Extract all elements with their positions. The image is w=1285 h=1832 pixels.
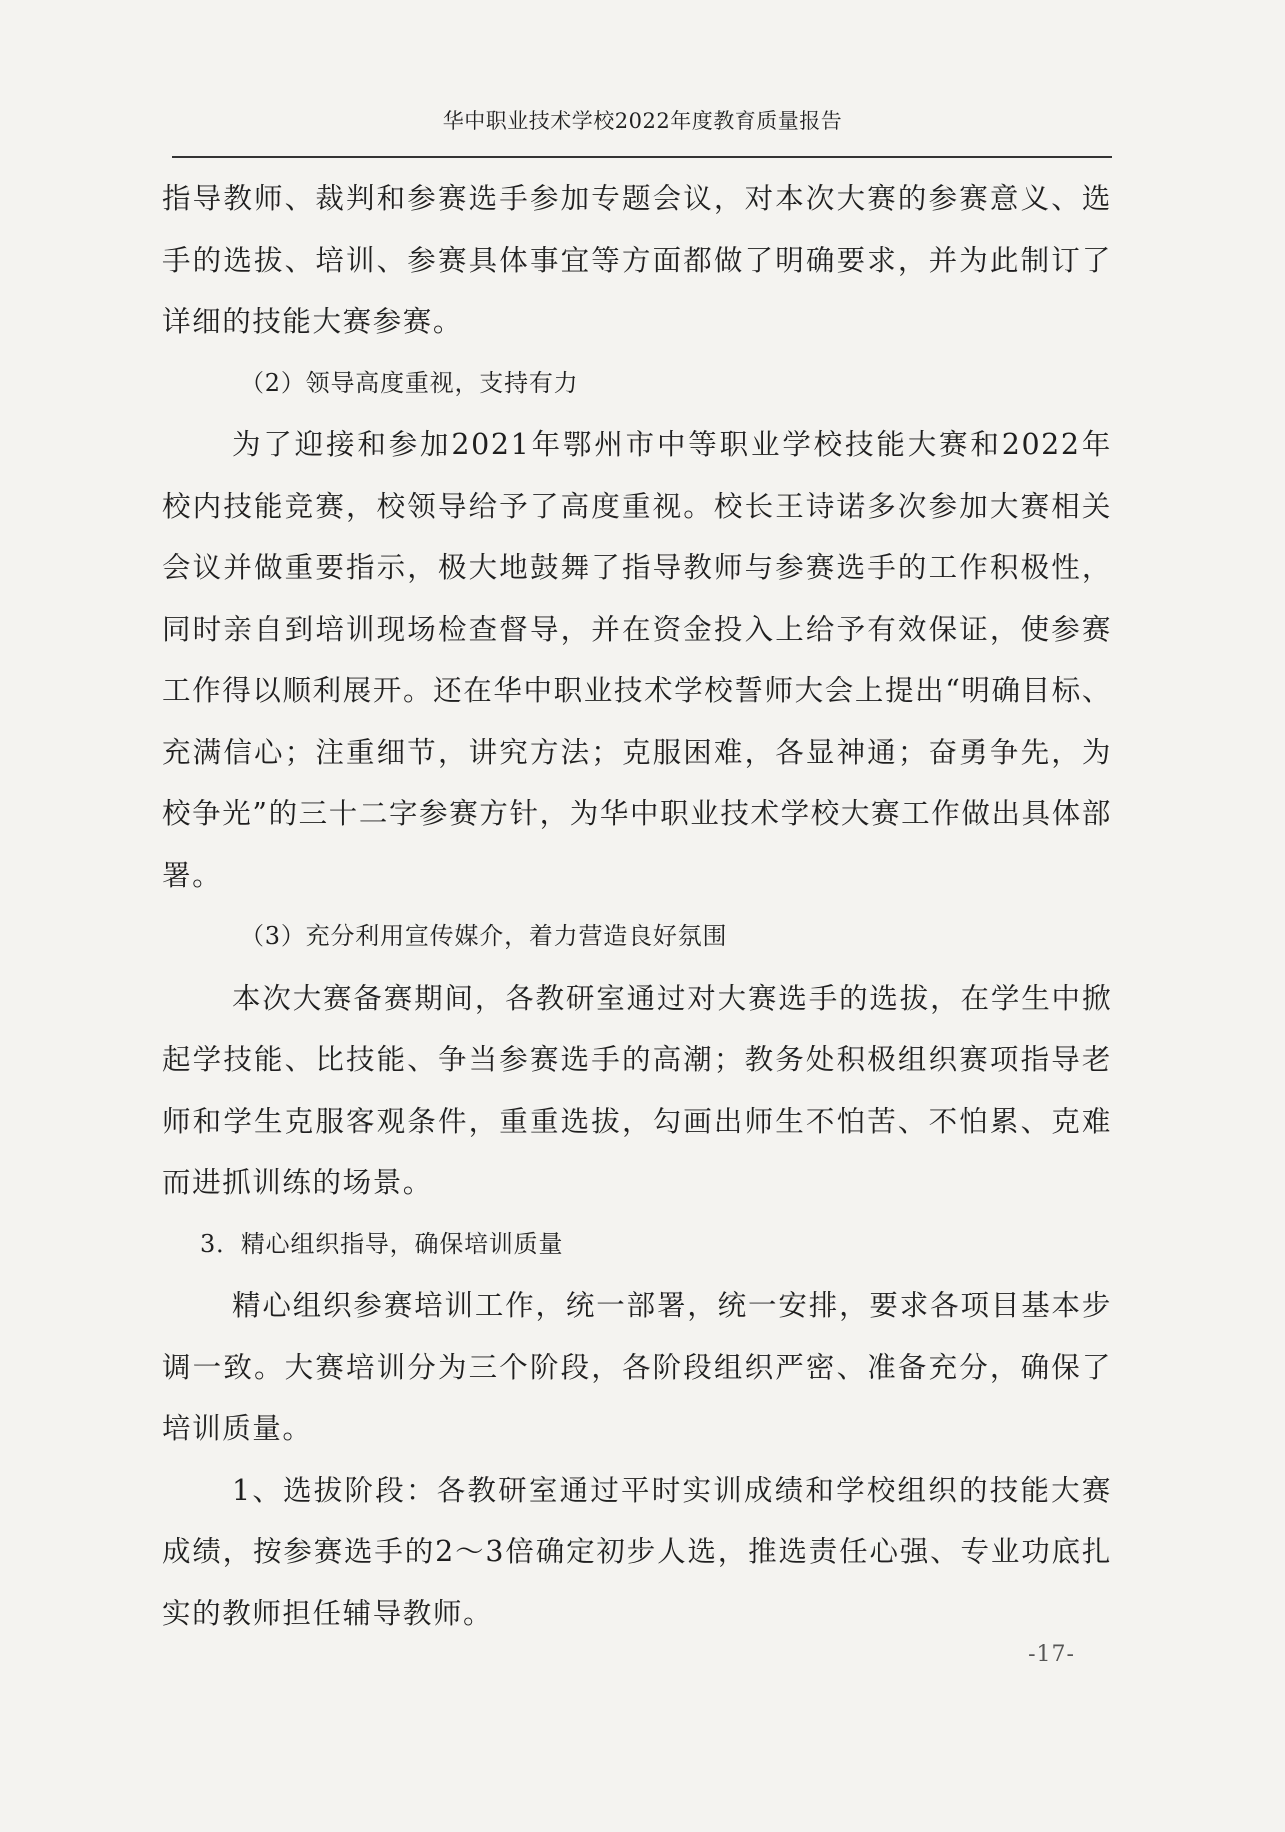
paragraph-training: 精心组织参赛培训工作，统一部署，统一安排，要求各项目基本步调一致。大赛培训分为三个阶段，各阶段组织严密、准备充分，确保了培训质量。 xyxy=(162,1289,1112,1445)
paragraph-selection-stage: 1、选拔阶段：各教研室通过平时实训成绩和学校组织的技能大赛成绩，按参赛选手的2～3倍确定初步人选，推选责任心强、专业功底扎实的教师担任辅导教师。 xyxy=(162,1473,1112,1630)
paragraph-continuation: 指导教师、裁判和参赛选手参加专题会议，对本次大赛的参赛意义、选手的选拔、培训、参赛具体事宜等方面都做了明确要求，并为此制订了详细的技能大赛参赛。 xyxy=(162,182,1112,338)
subheading-publicity: （3）充分利用宣传媒介，着力营造良好氛围 xyxy=(240,922,728,950)
page-number: -17- xyxy=(1028,1642,1075,1667)
report-header-title: 华中职业技术学校2022年度教育质量报告 xyxy=(442,109,843,133)
paragraph-publicity: 本次大赛备赛期间，各教研室通过对大赛选手的选拔，在学生中掀起学技能、比技能、争当参赛选手的高潮；教务处积极组织赛项指导老师和学生克服客观条件，重重选拔，勾画出师生不怕苦、不怕累、克难而进抓训练的场景。 xyxy=(162,981,1112,1199)
header-rule xyxy=(172,156,1112,158)
subheading-leadership: （2）领导高度重视，支持有力 xyxy=(240,368,579,397)
section-heading-training: 3．精心组织指导，确保培训质量 xyxy=(200,1229,564,1258)
paragraph-leadership: 为了迎接和参加2021年鄂州市中等职业学校技能大赛和2022年校内技能竞赛，校领导给予了高度重视。校长王诗诺多次参加大赛相关会议并做重要指示，极大地鼓舞了指导教师与参赛选手的工作积极性，同时亲自到培训现场检查督导，并在资金投入上给予有效保证，使参赛工作得以顺利展开。还在华中职业技术学校誓师大会上提出“明确目标、充满信心；注重细节，讲究方法；克服困难，各显神通；奋勇争先，为校争光”的三十二字参赛方针，为华中职业技术学校大赛工作做出具体部署。 xyxy=(162,428,1112,892)
document-body xyxy=(162,168,1112,1644)
